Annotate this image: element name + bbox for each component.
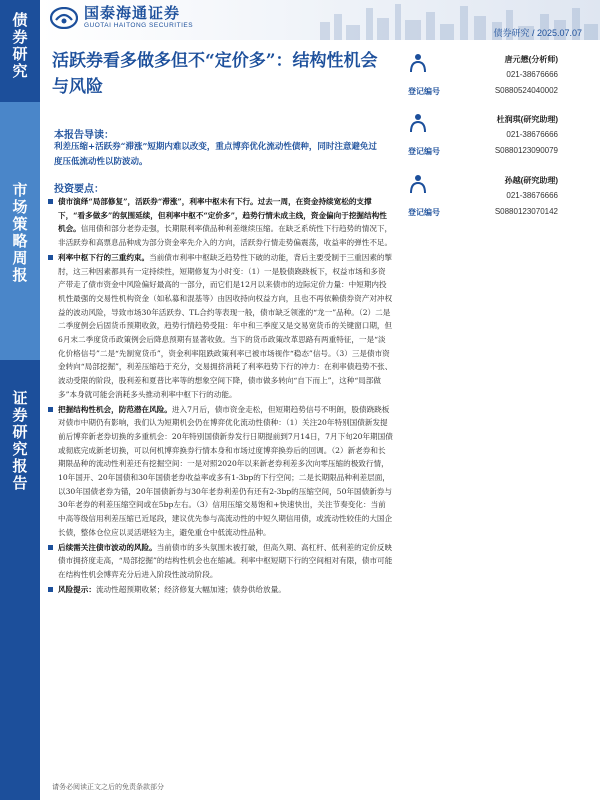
guide-heading: 本报告导读： [54,130,114,141]
key-point [48,583,393,597]
analyst-name: 杜润琪(研究助理) [496,115,558,124]
side-band-top [0,0,40,102]
analyst-name: 孙越(研究助理) [504,176,558,185]
analyst-phone: 021-38676666 [506,191,558,200]
key-points-list [48,195,393,597]
company-logo [50,6,193,30]
key-point [48,541,393,582]
left-side-band [0,0,40,800]
analyst-name: 唐元懋(分析师) [504,55,558,64]
analyst-cert-label: 登记编号 [408,208,440,217]
analyst-card [400,112,590,172]
key-point-lead: 后续需关注债市波动的风险。 [58,542,157,552]
key-point-body: 信用债和部分老券走强，长期限利率债品种利差继续压缩。在缺乏系统性下行趋势的情况下，非活跃券和高票息品种成为部分资金率先介入的方向，活跃券行情走势偏震荡，收益率的弹性不足。 [58,224,393,248]
key-point-lead: 风险提示： [58,584,96,594]
bullet-square-icon [48,199,53,204]
side-label-report-kind: 证券研究报告 [10,390,29,492]
bullet-square-icon [48,407,53,412]
analyst-person-icon [408,52,428,74]
guide-text: 利差压缩+活跃券“滞涨”短期内难以改变，重点博弈优化流动性债种，同时注意避免过度压低流动性以防波动。 [54,142,377,167]
side-label-report-type: 市场策略周报 [10,182,29,284]
key-point-body: 当前债市利率中枢缺乏趋势性下破的动能，背后主要受制于三重因素的掣肘，这三种因素都具有一定持续性，短期修复为小时变：（1）一是股债跷跷板下，权益市场和多资产带走了债市资金中风险偏好最高的一部分，而它们是12月以来债市的边际定价力量：中短期内投机性最强的交易性机构资金（如私募和混基等）由因收持向权益方向，且也不再依赖债券资产对冲权益的波动风险，导致市场30年活跃券、TL合约等表现一般，债市缺乏领涨的“龙一”品种。（2）二是二季度例会后固货币预期收敛，趋势行情趋势受阻：年中和三季度又是交易宽货币的关键窗口期，但6月末二季度货币政策例会后降息预期有显著收敛。当下的货币政策改革思路有两重特征，一是“淡化价格信号”二是“先制宽货币”，资金利率阻跌政策利率已被市场视作“稳态”信号。（3）三是债市资金转向“局部挖掘”，利差压缩趋于充分，交易拥挤消耗了利率趋势下行的冲力：在利率债趋势不张、波动受限的阶段，股利差和夏普比率等的想象空间下降，债市做多转向“自下而上”，这种“局部做多”本身就可能会消耗多头推动利率中枢下行的动能。 [58,252,393,399]
analyst-cert-label: 登记编号 [408,87,440,96]
key-point-body: 流动性超预期收紧；经济修复大幅加速；债券供给放量。 [95,584,286,594]
key-point-body: 当前债市的多头氛围未被打破，但高久期、高杠杆、低利差的定价反映债市拥挤度走高，“局部挖掘”的结构性机会也在缩减。利率中枢短期下行的空间相对有限，债市可能在结构性机会博弈充分后进入阶段性波动阶段。 [58,542,393,579]
analyst-cert-number: S0880123090079 [494,146,558,155]
analyst-person-icon [408,112,428,134]
report-title: 活跃券看多做多但不“定价多”：结构性机会与风险 [52,51,378,97]
bullet-square-icon [48,587,53,592]
report-date-label: 债券研究 / 2025.07.07 [493,28,582,38]
analyst-phone: 021-38676666 [506,70,558,79]
analyst-cert-label: 登记编号 [408,147,440,156]
analyst-cert-number: S0880123070142 [494,207,558,216]
key-points-heading: 投资要点： [54,184,104,195]
analyst-cert-number: S0880524040002 [494,86,558,95]
page-header [40,0,600,40]
side-band-bottom [0,360,40,800]
side-label-category: 债券研究 [10,12,29,80]
key-point [48,195,393,250]
logo-text-en: GUOTAI HAITONG SECURITIES [84,22,194,29]
side-band-middle [0,102,40,360]
bullet-square-icon [48,255,53,260]
analyst-card [400,173,590,233]
key-point-lead: 把握结构性机会，防范潜在风险。 [58,404,172,414]
bullet-square-icon [48,545,53,550]
logo-text-cn: 国泰海通证券 [84,4,181,22]
analyst-person-icon [408,173,428,195]
analyst-phone: 021-38676666 [506,130,558,139]
analyst-card [400,52,590,112]
logo-mark-icon [50,7,78,29]
key-point [48,251,393,402]
key-point [48,403,393,540]
key-point-body: 进入7月后，债市资金走松，但短期趋势信号不明朗，股债跷跷板对债市中期仍有影响，我们认为短期机会仍在博弈优化流动性债种：（1）关注20年特别国债新发提前后博弈新老券切换的多重机会：20年特别国债新券发行日期提前到7月14日，7月下旬20年期国债或彻底完成新老切换，可以何机博弈换券行情本身和市场过度博弈换券后的回调。（2）新老券和长期限品种的流动性利差还有挖掘空间：一是对照2020年以来新老券利差多次向零压缩的极致行情，10年国开、20年国债和30年国债老券收益率或多有1-3bp的下行空间；二是长期限品种利差层面，以30年国债老券为锚，20年国债新券与30年老券利差仍有还有2-3bp的压缩空间，50年国债新券与30年老券的利差压缩空间或在5bp左右。（3）信用压缩交易饱和+快速快出，关注节奏变化：当前中高等级信用利差压缩已近尾段，建议优先参与高流动性的中短久期信用债，或流动性较佳的大国企长债，整体仓位应以灵活堪轻为主，避免重仓中低流动性品种。 [58,404,393,537]
key-point-lead: 债市演绎“局部修复”，活跃券“滞涨”，利率中枢未有下行。过去一周，在资金持续宽松的支撑下，“看多做多”的氛围延续，但利率中枢不“定价多”，趋势行情未成主线，资金偏向于挖掘结构性机会。 [58,197,387,234]
key-point-lead: 利率中枢下行的三重约束。 [58,252,150,262]
disclaimer-footer: 请务必阅读正文之后的免责条款部分 [52,783,164,791]
